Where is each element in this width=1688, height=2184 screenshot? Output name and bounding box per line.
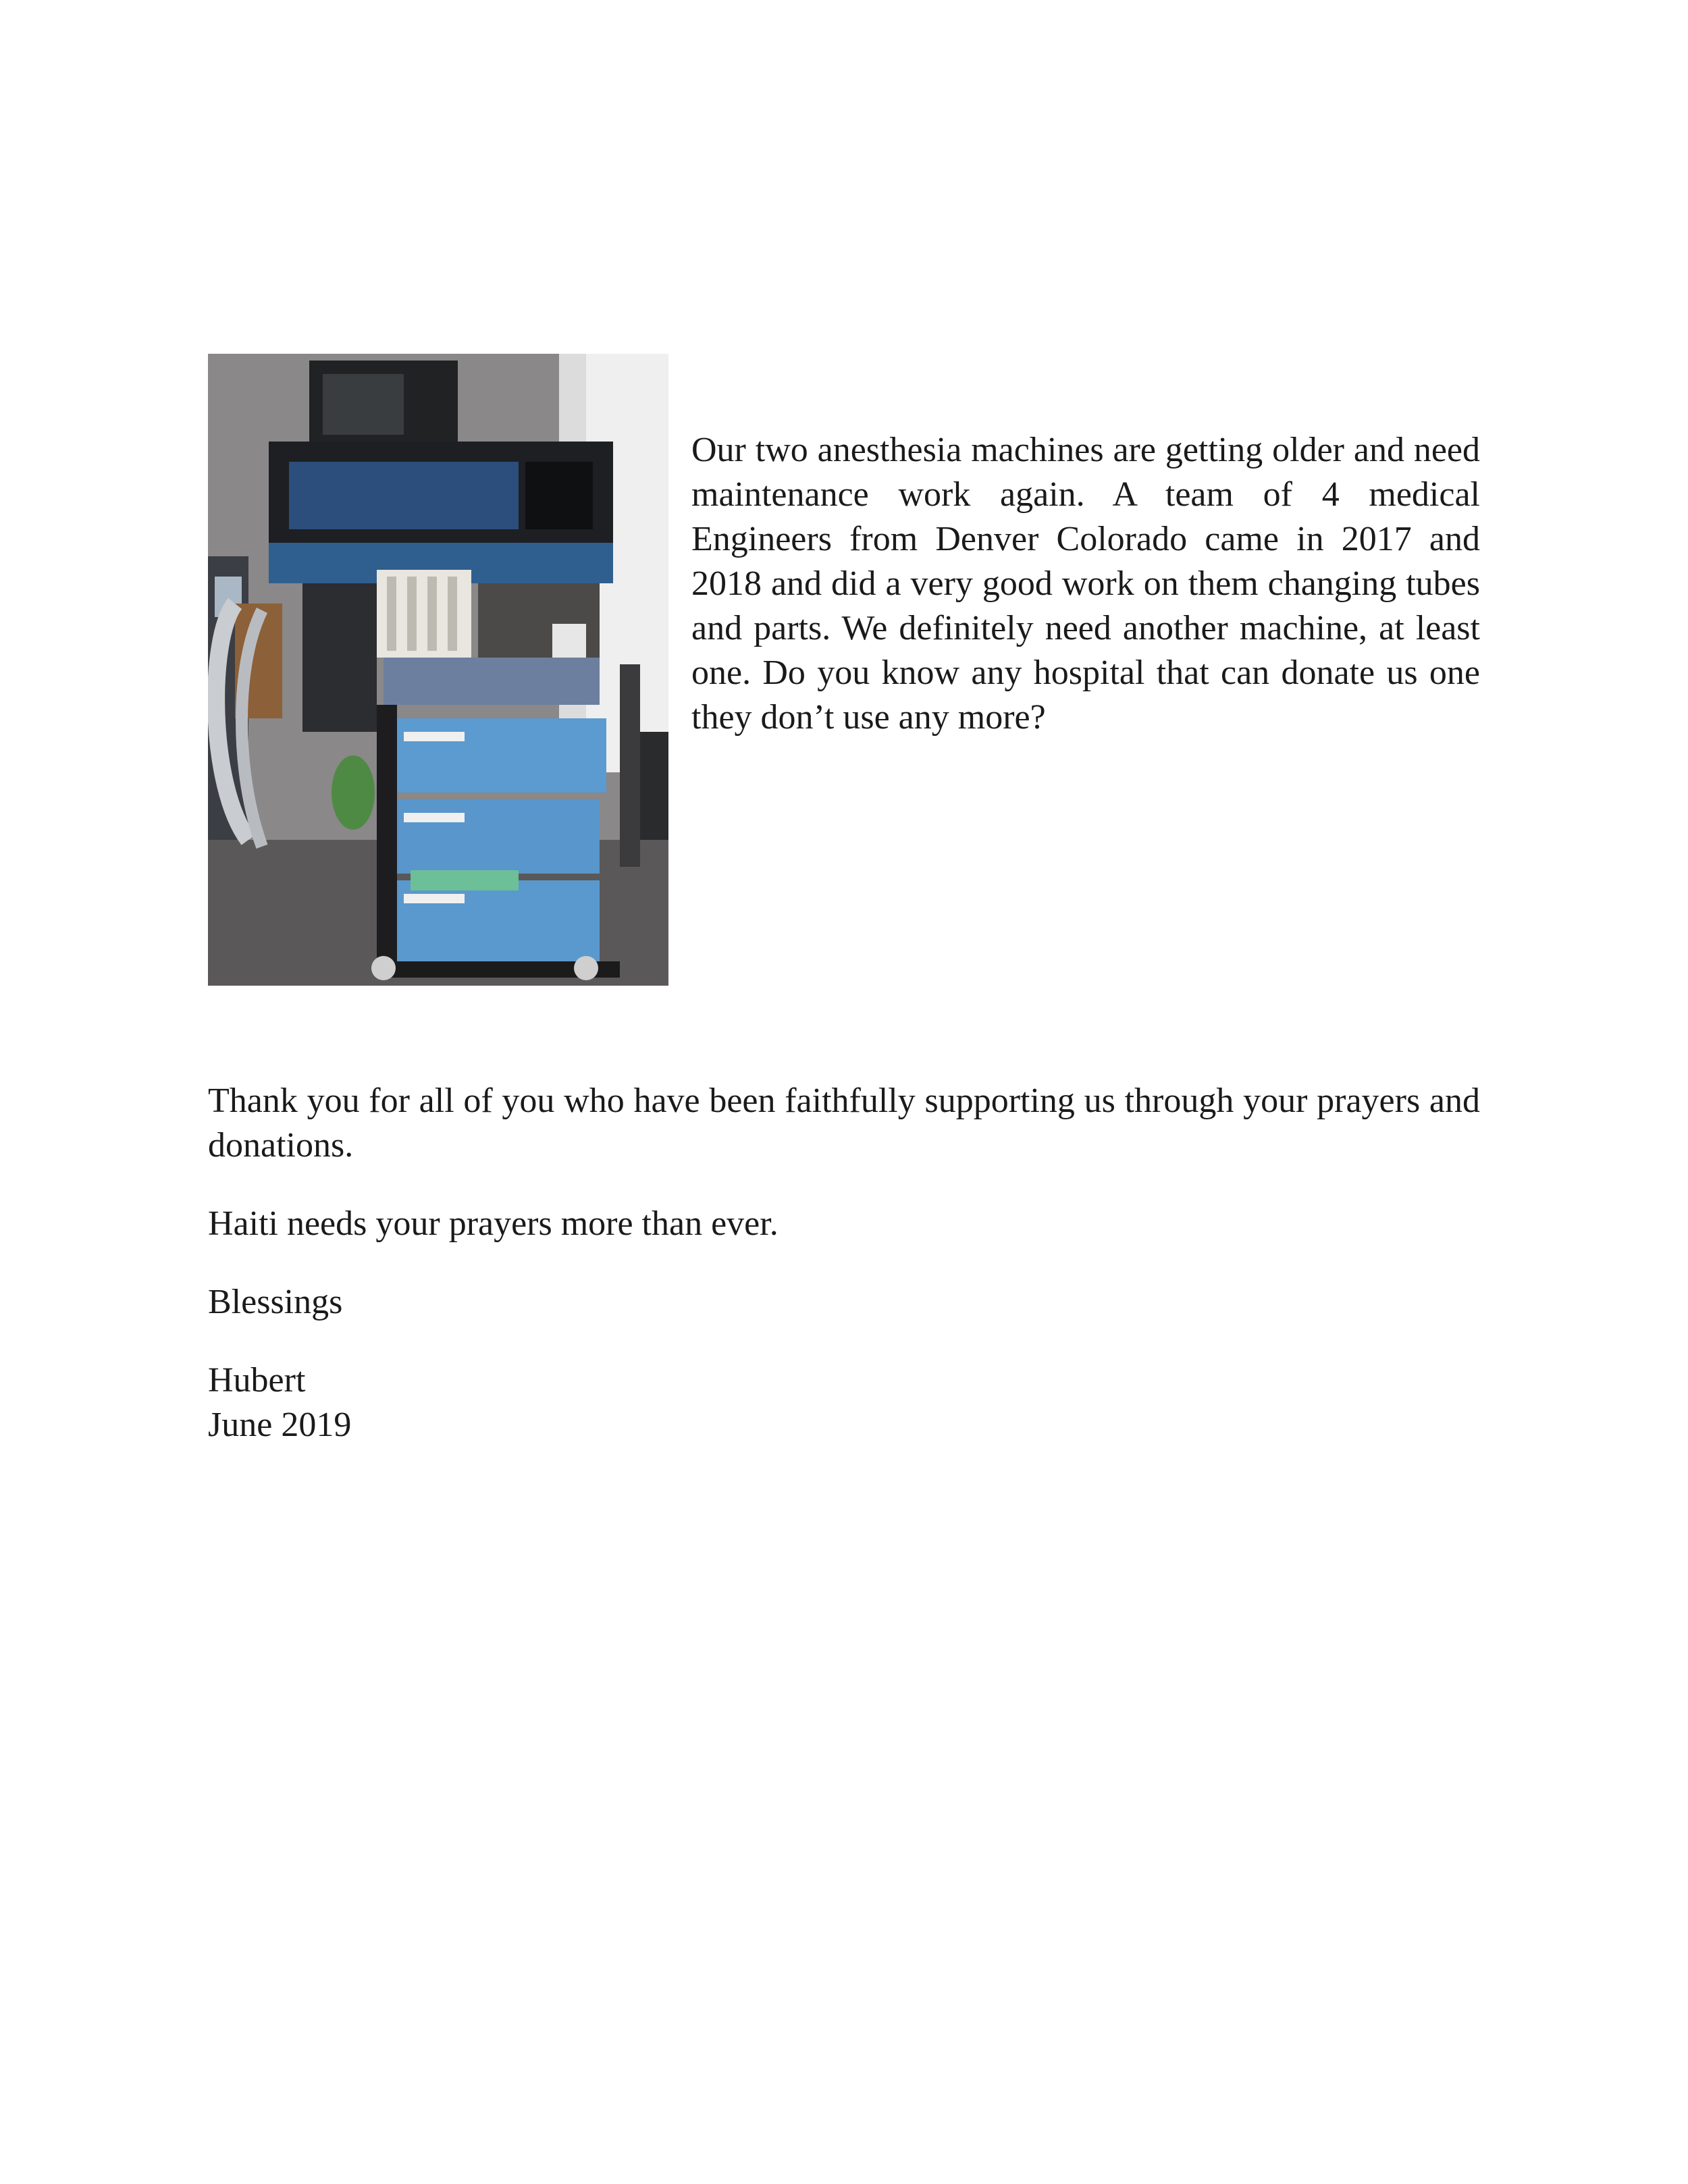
haiti-prayer-line: Haiti needs your prayers more than ever. <box>208 1204 779 1243</box>
closing-section <box>208 1079 1480 1447</box>
closing-blessings: Blessings <box>208 1283 343 1321</box>
anesthesia-machine-photo <box>208 354 668 986</box>
signature-block <box>208 1358 1480 1447</box>
signature-date: June 2019 <box>208 1406 352 1444</box>
signature-name: Hubert <box>208 1361 306 1400</box>
thank-you-paragraph: Thank you for all of you who have been faithfully supporting us through your prayers and donations. <box>208 1082 1480 1165</box>
machine-request-paragraph: Our two anesthesia machines are getting older and need maintenance work again. A team of 4 medical Engineers from Denver Colorado came in 2017 and 2018 and did a very good work on them changing tubes and parts. We definitely need another machine, at least one. Do you know any hospital that can donate us one they don’t use any more? <box>691 431 1480 737</box>
machine-request-text <box>691 428 1480 740</box>
